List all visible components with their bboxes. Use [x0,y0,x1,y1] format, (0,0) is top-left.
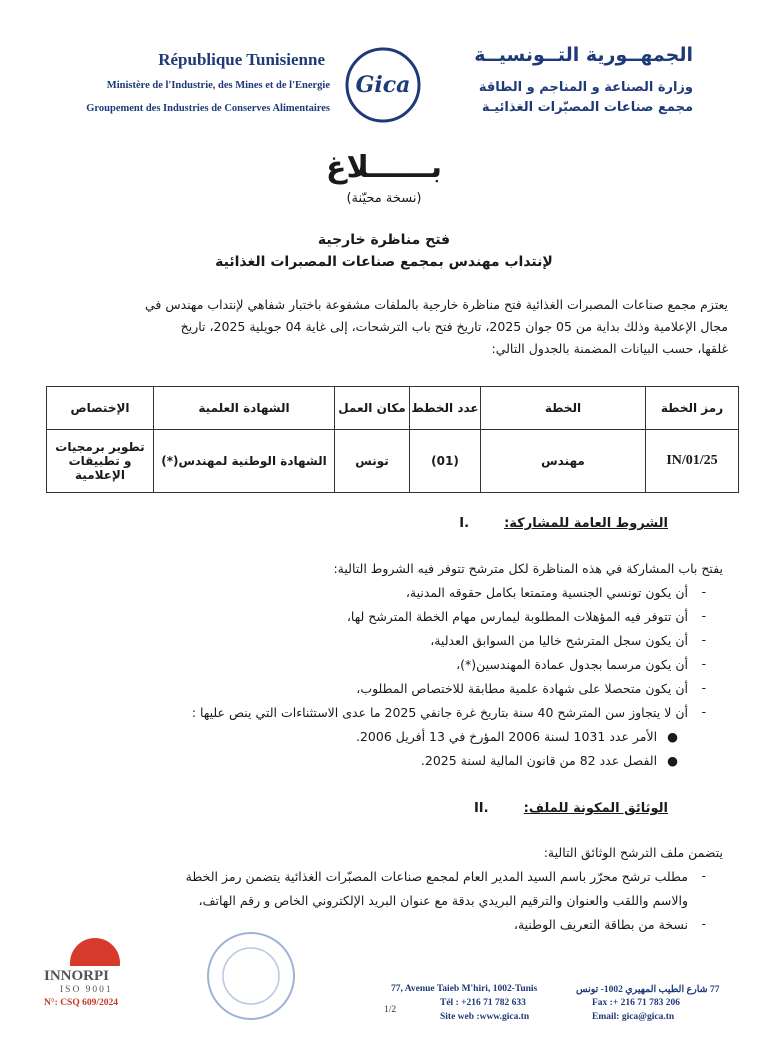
list-item: أن يكون تونسي الجنسية ومتمتعا بكامل حقوقه المدنية، [405,585,688,600]
notice-title: بــــــلاغ [325,150,443,185]
list-item: أن تتوفر فيه المؤهلات المطلوبة ليمارس مهام الخطة المترشح لها، [346,609,688,624]
col-header-place: مكان العمل [335,387,410,430]
list-item-bullet: ●الأمر عدد 1031 لسنة 2006 المؤرخ في 13 أفريل 2006. [355,729,678,744]
innorpi-label: INNORPI [44,968,110,984]
section-2-intro: يتضمن ملف الترشح الوثائق التالية: [543,845,723,860]
footer-fax: Fax :+ 216 71 783 206 [592,998,681,1008]
notice-subtitle: (نسخة محيّنة) [346,191,422,206]
col-header-plan: الخطة [481,387,646,430]
list-item-continued: والاسم واللقب والعنوان والترقيم البريدي بدقة مع عنوان البريد الإلكتروني الخاص و رقم الهاتف، [198,893,688,908]
section-1-number: .I [459,516,470,531]
list-item: مطلب ترشح محرّر باسم السيد المدير العام لمجمع صناعات المصبّرات الغذائية يتضمن رمز الخطة [185,869,688,884]
list-item: أن لا يتجاوز سن المترشح 40 سنة بتاريخ غرة جانفي 2025 ما عدى الاستثناءات التي ينص عليها : [191,705,688,720]
header-fr-group: Groupement des Industries de Conserves Alimentaires [86,103,330,114]
header-ar-group: مجمع صناعات المصبّرات الغذائيـة [481,100,693,115]
list-item: أن يكون مرسما بجدول عمادة المهندسين(*)، [456,657,688,672]
cell-code: IN/01/25 [646,430,739,493]
section-2-number: .II [473,801,489,816]
notice-heading-1: فتح مناظرة خارجية [317,232,451,248]
col-header-count: عدد الخطط [410,387,481,430]
cell-plan: مهندس [481,430,646,493]
gica-stamp-icon [205,930,297,1022]
cell-specialty-line-1: تطوير برمجيات [55,440,145,454]
section-2-title: الوثائق المكونة للملف: [523,801,668,816]
intro-line-3: غلقها، حسب البيانات المضمنة بالجدول التالي: [491,341,728,356]
table-row [47,430,739,493]
footer-email: Email: gica@gica.tn [592,1012,675,1022]
header-ar-title: الجمهــورية التــونسيــة [474,44,693,66]
header-fr-title: République Tunisienne [158,50,325,69]
cell-place: تونس [335,430,410,493]
innorpi-sun-icon [70,938,120,966]
list-item: أن يكون متحصلا على شهادة علمية مطابقة للاختصاص المطلوب، [356,681,688,696]
footer-site: Site web :www.gica.tn [440,1012,530,1022]
table-header-row [47,387,739,430]
cell-count: (01) [410,430,481,493]
header-fr-ministry: Ministère de l'Industrie, des Mines et de l'Energie [106,80,330,91]
logo-text: Gica [355,72,411,98]
section-1-intro: يفتح باب المشاركة في هذه المناظرة لكل مترشح تتوفر فيه الشروط التالية: [333,561,723,576]
page-number: 1/2 [384,1005,397,1015]
footer-address-ar: 77 شارع الطيب المهيري 1002- تونس [576,985,720,995]
col-header-specialty: الإختصاص [47,387,154,430]
footer-address-fr: 77, Avenue Taieb M'hiri, 1002-Tunis [391,984,538,994]
iso-label: ISO 9001 [60,985,113,995]
section-1-heading [459,516,668,531]
intro-line-2: مجال الإعلامية وذلك بداية من 05 جوان 2025، تاريخ فتح باب الترشحات، إلى غاية 04 جويلية 2025، تاريخ [180,319,728,334]
cert-number: N°: CSQ 609/2024 [44,998,118,1008]
list-item-bullet: ●الفصل عدد 82 من قانون المالية لسنة 2025. [420,753,678,768]
list-item: نسخة من بطاقة التعريف الوطنية، [513,917,688,932]
header-ar-ministry: وزارة الصناعة و المناجم و الطاقة [478,80,693,95]
cell-degree: الشهادة الوطنية لمهندس(*) [154,430,335,493]
footer-tel: Tél : +216 71 782 633 [440,998,526,1008]
cell-specialty-line-2: و تطبيقات الإعلامية [68,454,132,482]
intro-line-1: يعتزم مجمع صناعات المصبرات الغذائية فتح مناظرة خارجية بالملفات مشفوعة باختبار شفاهي لإنتداب مهندس في [144,297,728,312]
notice-heading-2: لإنتداب مهندس بمجمع صناعات المصبرات الغذائية [215,254,553,270]
section-1-title: الشروط العامة للمشاركة: [504,516,668,531]
positions-table [46,386,739,493]
cell-specialty [47,430,154,493]
section-2-heading [474,801,668,816]
list-item: أن يكون سجل المترشح خاليا من السوابق العدلية، [430,633,688,648]
col-header-code: رمز الخطة [646,387,739,430]
col-header-degree: الشهادة العلمية [154,387,335,430]
